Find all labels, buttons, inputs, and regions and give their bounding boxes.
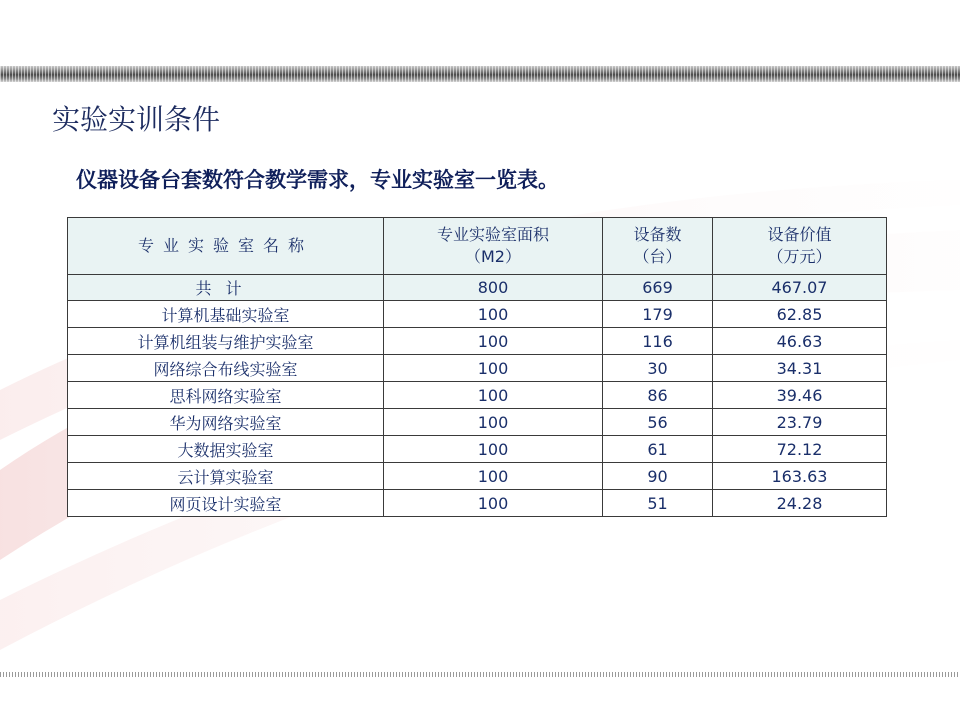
total-count-cell: 669 [603, 275, 713, 301]
header-value-line2: （万元） [767, 247, 832, 266]
header-count-line2: （台） [633, 247, 682, 266]
total-value-cell: 467.07 [713, 275, 887, 301]
lab-value-cell: 62.85 [713, 301, 887, 328]
bottom-decorative-band [0, 672, 960, 677]
lab-count-cell: 86 [603, 382, 713, 409]
table-row [68, 355, 887, 382]
table-row [68, 436, 887, 463]
header-count-line1: 设备数 [633, 225, 682, 244]
lab-value-cell: 23.79 [713, 409, 887, 436]
header-value-line1: 设备价值 [767, 225, 832, 244]
total-area-cell: 800 [384, 275, 603, 301]
lab-count-cell: 51 [603, 490, 713, 517]
lab-area-cell: 100 [384, 328, 603, 355]
lab-value-cell: 72.12 [713, 436, 887, 463]
lab-count-cell: 56 [603, 409, 713, 436]
table-row [68, 409, 887, 436]
lab-table [67, 217, 887, 517]
lab-area-cell: 100 [384, 490, 603, 517]
lab-value-cell: 46.63 [713, 328, 887, 355]
lab-count-cell: 90 [603, 463, 713, 490]
header-area [384, 218, 603, 275]
lab-area-cell: 100 [384, 355, 603, 382]
lab-area-cell: 100 [384, 463, 603, 490]
lab-value-cell: 39.46 [713, 382, 887, 409]
top-decorative-band [0, 66, 960, 82]
header-count [603, 218, 713, 275]
table-row [68, 463, 887, 490]
lab-value-cell: 24.28 [713, 490, 887, 517]
lab-count-cell: 116 [603, 328, 713, 355]
page-title: 实验实训条件 [52, 103, 221, 136]
page-subtitle: 仪器设备台套数符合教学需求，专业实验室一览表。 [76, 168, 559, 192]
table-row [68, 301, 887, 328]
lab-name-cell: 华为网络实验室 [68, 409, 384, 436]
lab-count-cell: 61 [603, 436, 713, 463]
lab-value-cell: 34.31 [713, 355, 887, 382]
header-lab-name: 专业实验室名称 [68, 218, 384, 275]
lab-name-cell: 网络综合布线实验室 [68, 355, 384, 382]
lab-name-cell: 大数据实验室 [68, 436, 384, 463]
total-name-cell: 共计 [68, 275, 384, 301]
lab-area-cell: 100 [384, 409, 603, 436]
header-area-line1: 专业实验室面积 [436, 225, 549, 244]
lab-count-cell: 179 [603, 301, 713, 328]
lab-name-cell: 计算机组装与维护实验室 [68, 328, 384, 355]
lab-area-cell: 100 [384, 301, 603, 328]
lab-area-cell: 100 [384, 382, 603, 409]
table-row [68, 382, 887, 409]
total-row [68, 275, 887, 301]
lab-name-cell: 云计算实验室 [68, 463, 384, 490]
table-header-row [68, 218, 887, 275]
header-value [713, 218, 887, 275]
lab-name-cell: 思科网络实验室 [68, 382, 384, 409]
lab-name-cell: 网页设计实验室 [68, 490, 384, 517]
table-row [68, 490, 887, 517]
lab-area-cell: 100 [384, 436, 603, 463]
lab-value-cell: 163.63 [713, 463, 887, 490]
lab-count-cell: 30 [603, 355, 713, 382]
lab-name-cell: 计算机基础实验室 [68, 301, 384, 328]
table-row [68, 328, 887, 355]
header-area-line2: （M2） [465, 247, 521, 266]
